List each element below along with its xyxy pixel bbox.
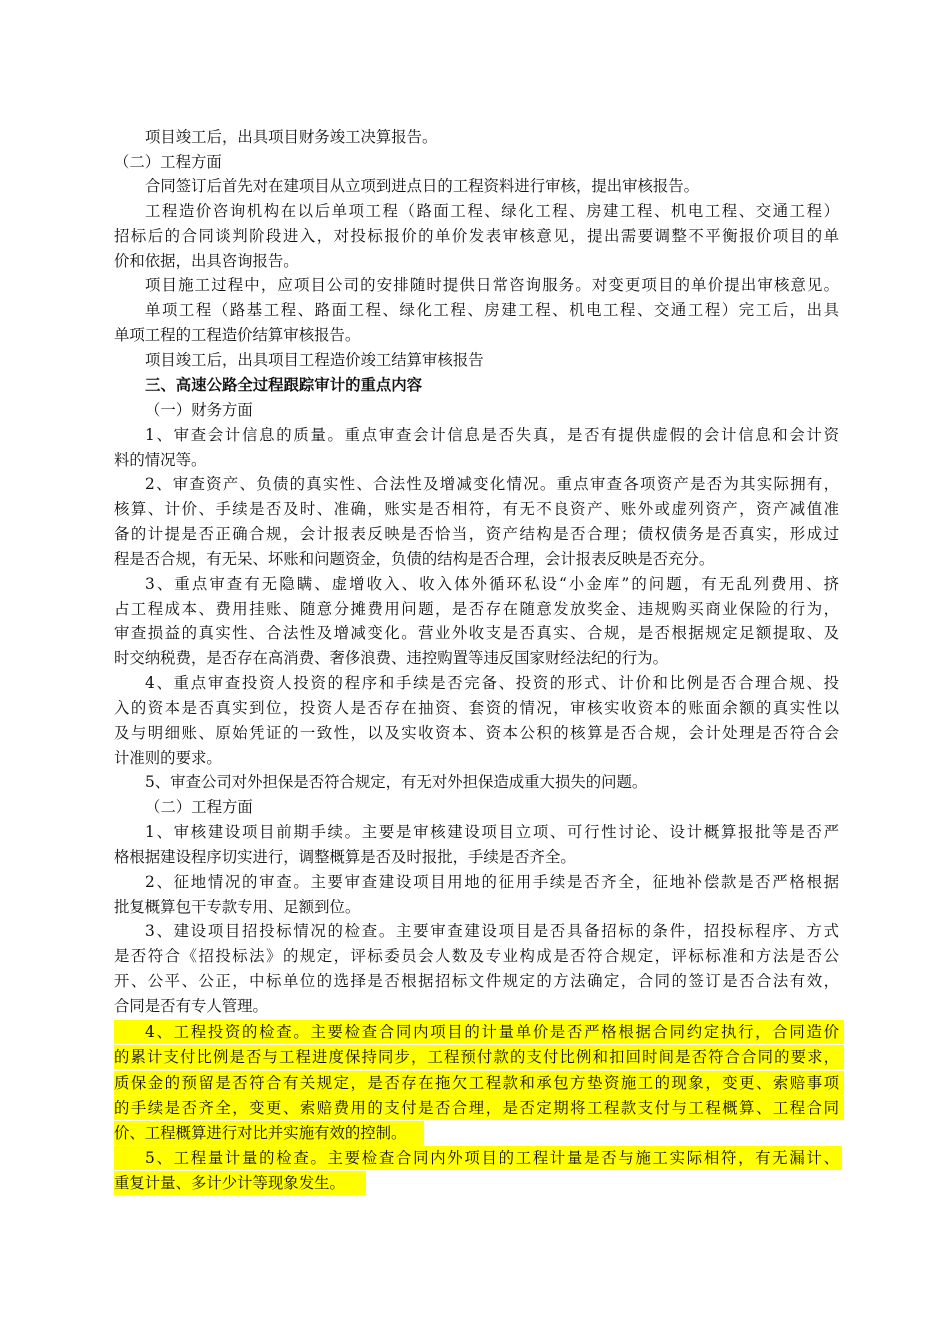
paragraph-line: 料的情况等。 [114,451,207,469]
paragraph-line: 招标后的合同谈判阶段进入，对投标报价的单价发表审核意见，提出需要调整不平衡报价项目的单 [114,227,839,245]
paragraph-line: 占工程成本、费用挂账、随意分摊费用问题，是否存在随意发放奖金、违规购买商业保险的行为， [114,600,839,618]
section-subheading: （二）工程方面 [114,153,222,171]
paragraph-line: 是否符合《招投标法》的规定，评标委员会人数及专业构成是否符合规定，评标标准和方法是否公 [114,947,839,965]
paragraph-line: 工程造价咨询机构在以后单项工程（路面工程、绿化工程、房建工程、机电工程、交通工程） [145,202,839,220]
paragraph-line: 入的资本是否真实到位，投资人是否存在抽资、套资的情况，审核实收资本的账面余额的真实性以 [114,699,839,717]
highlighted-line: 质保金的预留是否符合有关规定，是否存在拖欠工程款和承包方垫资施工的现象，变更、索赔事项 [114,1074,839,1092]
paragraph-line: 备的计提是否正确合规，会计报表反映是否恰当，资产结构是否合理；债权债务是否真实，形成过 [114,525,839,543]
paragraph-line: 开、公平、公正，中标单位的选择是否根据招标文件规定的方法确定，合同的签订是否合法有效， [114,972,839,990]
paragraph-line: 1、审查会计信息的质量。重点审查会计信息是否失真，是否有提供虚假的会计信息和会计资 [145,426,839,444]
paragraph-line: 3、重点审查有无隐瞒、虚增收入、收入体外循环私设“小金库”的问题，有无乱列费用、挤 [145,575,839,593]
paragraph-line: 3、建设项目招投标情况的检查。主要审查建设项目是否具备招标的条件，招投标程序、方式 [145,922,839,940]
paragraph-line: 2、征地情况的审查。主要审查建设项目用地的征用手续是否齐全，征地补偿款是否严格根据 [145,873,839,891]
highlighted-line: 的手续是否齐全，变更、索赔费用的支付是否合理，是否定期将工程款支付与工程概算、工程合同 [114,1099,839,1117]
highlighted-line: 重复计量、多计少计等现象发生。 [114,1174,345,1192]
paragraph-line: 审查损益的真实性、合法性及增减变化。营业外收支是否真实、合规，是否根据规定足额提取、及 [114,624,839,642]
paragraph-line: 项目施工过程中，应项目公司的安排随时提供日常咨询服务。对变更项目的单价提出审核意见。 [145,276,839,294]
paragraph-line: 4、重点审查投资人投资的程序和手续是否完备、投资的形式、计价和比例是否合理合规、投 [145,674,839,692]
section-subheading: （二）工程方面 [145,798,253,816]
highlighted-line: 的累计支付比例是否与工程进度保持同步，工程预付款的支付比例和扣回时间是否符合合同的要求， [114,1048,839,1066]
paragraph-line: 程是否合规，有无呆、坏账和问题资金，负债的结构是否合理，会计报表反映是否充分。 [114,550,715,568]
paragraph-line: 单项工程的工程造价结算审核报告。 [114,326,361,344]
section-subheading: （一）财务方面 [145,401,253,419]
paragraph-line: 单项工程（路基工程、路面工程、绿化工程、房建工程、机电工程、交通工程）完工后，出具 [145,301,839,319]
paragraph-line: 及与明细账、原始凭证的一致性，以及实收资本、资本公积的核算是否合规，会计处理是否符合会 [114,724,839,742]
paragraph-line: 合同签订后首先对在建项目从立项到进点日的工程资料进行审核，提出审核报告。 [145,177,700,195]
highlighted-line: 5、工程量计量的检查。主要检查合同内外项目的工程计量是否与施工实际相符，有无漏计、 [145,1149,839,1167]
paragraph-line: 批复概算包干专款专用、足额到位。 [114,898,361,916]
paragraph-line: 格根据建设程序切实进行，调整概算是否及时报批，手续是否齐全。 [114,848,576,866]
paragraph-line: 项目竣工后，出具项目工程造价竣工结算审核报告 [145,351,484,369]
paragraph-line: 价和依据，出具咨询报告。 [114,252,299,270]
paragraph-line: 时交纳税费，是否存在高消费、奢侈浪费、违控购置等违反国家财经法纪的行为。 [114,649,669,667]
paragraph-line: 计准则的要求。 [114,749,222,767]
paragraph-line: 1、审核建设项目前期手续。主要是审核建设项目立项、可行性讨论、设计概算报批等是否严 [145,823,839,841]
paragraph-line: 2、审查资产、负债的真实性、合法性及增减变化情况。重点审查各项资产是否为其实际拥有， [145,475,839,493]
paragraph-line: 核算、计价、手续是否及时、准确，账实是否相符，有无不良资产、账外或虚列资产，资产减值准 [114,500,839,518]
highlighted-line: 4、工程投资的检查。主要检查合同内项目的计量单价是否严格根据合同约定执行，合同造价 [145,1023,839,1041]
section-heading: 三、高速公路全过程跟踪审计的重点内容 [145,376,423,394]
paragraph-line: 项目竣工后，出具项目财务竣工决算报告。 [145,128,438,146]
paragraph-line: 合同是否有专人管理。 [114,997,268,1015]
paragraph-line: 5、审查公司对外担保是否符合规定，有无对外担保造成重大损失的问题。 [145,773,648,791]
highlighted-line: 价、工程概算进行对比并实施有效的控制。 [114,1124,407,1142]
